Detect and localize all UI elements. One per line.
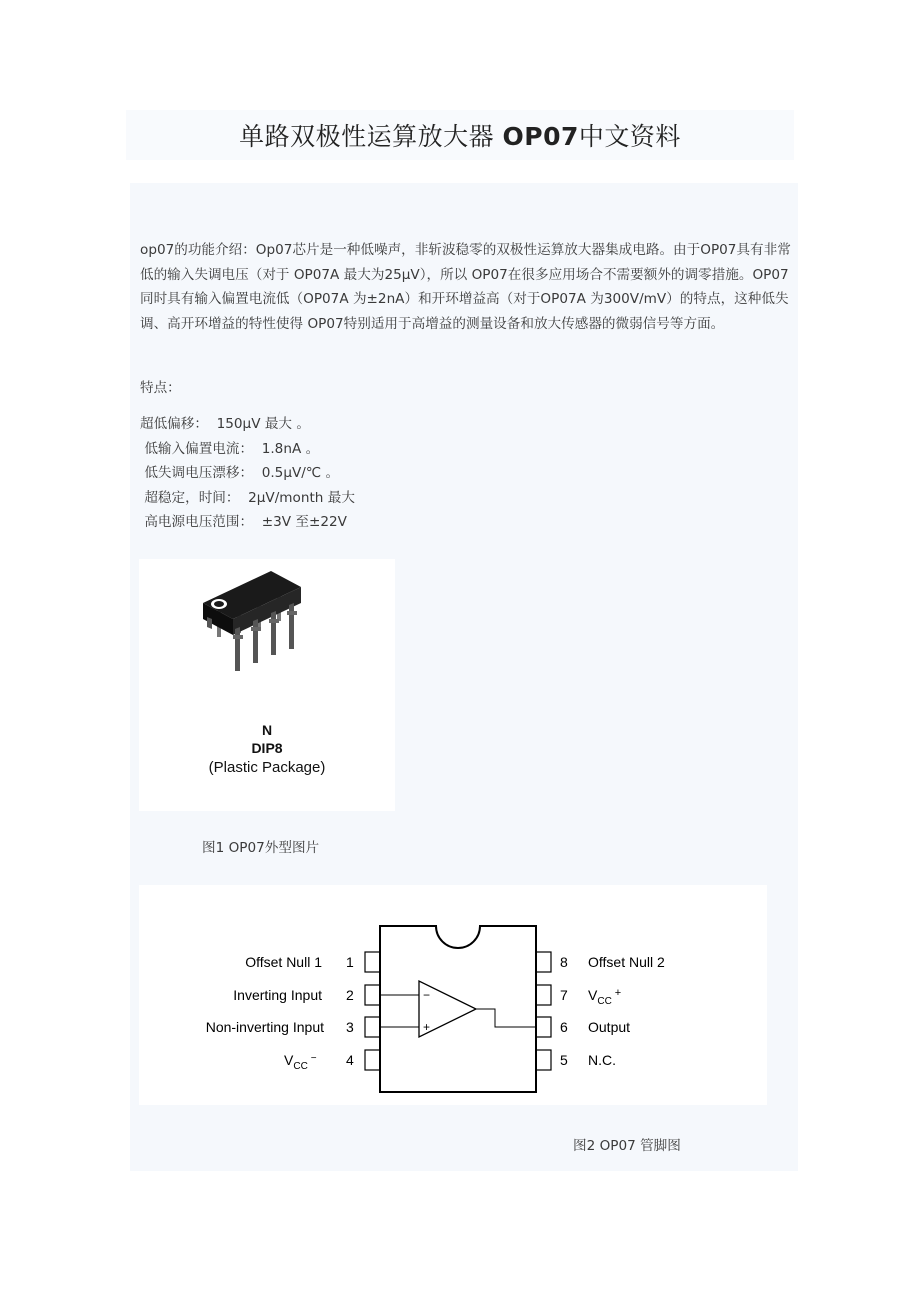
features-heading: 特点： bbox=[140, 380, 181, 396]
intro-paragraph: op07的功能介绍：Op07芯片是一种低噪声，非斩波稳零的双极性运算放大器集成电路。由于OP07具有非常低的输入失调电压（对于 OP07A 最大为25μV），所以 OP07在很多应用场合不需要额外的调零措施。OP07同时具有输入偏置电流低（OP07A 为±2nA）和开环增益高（对于OP07A 为300V/mV）的特点，这种低失调、高开环增益的特性使得 OP07特别适用于高增益的测量设备和放大传感器的微弱信号等方面。 bbox=[140, 242, 791, 332]
feature-item: 超稳定，时间： 2μV/month 最大 bbox=[140, 489, 355, 506]
pin-number: 3 bbox=[346, 1019, 354, 1035]
dip8-chip-icon bbox=[139, 559, 395, 689]
pin-name-vcc-plus: $V_{CC}^+$ bbox=[588, 987, 622, 1007]
pin-name: N.C. bbox=[588, 1052, 616, 1068]
pin-number: 2 bbox=[346, 987, 354, 1003]
pin-name: Offset Null 1 bbox=[245, 954, 322, 970]
opamp-plus-sign: + bbox=[423, 1020, 431, 1034]
pin-number: 8 bbox=[560, 954, 568, 970]
package-label-desc: (Plastic Package) bbox=[208, 759, 326, 776]
feature-item: 超低偏移： 150μV 最大 。 bbox=[140, 416, 310, 432]
feature-item: 低失调电压漂移： 0.5μV/℃ 。 bbox=[140, 465, 340, 481]
title-bar bbox=[126, 110, 794, 160]
package-label-type: DIP8 bbox=[251, 740, 283, 756]
pinout-figure bbox=[139, 885, 767, 1105]
pin-number: 5 bbox=[560, 1052, 568, 1068]
opamp-minus-sign: − bbox=[423, 988, 431, 1002]
figure2-caption: 图2 OP07 管脚图 bbox=[573, 1138, 681, 1154]
package-figure bbox=[139, 559, 395, 811]
pin-name: Offset Null 2 bbox=[588, 954, 665, 970]
package-label-n: N bbox=[261, 722, 273, 738]
figure1-caption: 图1 OP07外型图片 bbox=[202, 840, 320, 856]
pin-name: Inverting Input bbox=[233, 987, 322, 1003]
pin-number: 1 bbox=[346, 954, 354, 970]
pin-number: 7 bbox=[560, 987, 568, 1003]
pin-name: Output bbox=[588, 1019, 631, 1035]
pin-number: 4 bbox=[346, 1052, 354, 1068]
pin-name-vcc-minus: $V_{CC}^-$ bbox=[284, 1052, 317, 1072]
feature-item: 低输入偏置电流： 1.8nA 。 bbox=[140, 440, 320, 457]
pin-name: Non-inverting Input bbox=[205, 1019, 324, 1035]
features-list bbox=[140, 412, 355, 535]
title-model: OP07 bbox=[502, 122, 579, 151]
feature-item: 高电源电压范围： ±3V 至±22V bbox=[140, 514, 347, 530]
pin-number: 6 bbox=[560, 1019, 568, 1035]
pinout-diagram bbox=[139, 885, 767, 1105]
page-title: 单路双极性运算放大器 OP07中文资料 bbox=[239, 122, 681, 151]
content-panel bbox=[130, 183, 798, 1171]
